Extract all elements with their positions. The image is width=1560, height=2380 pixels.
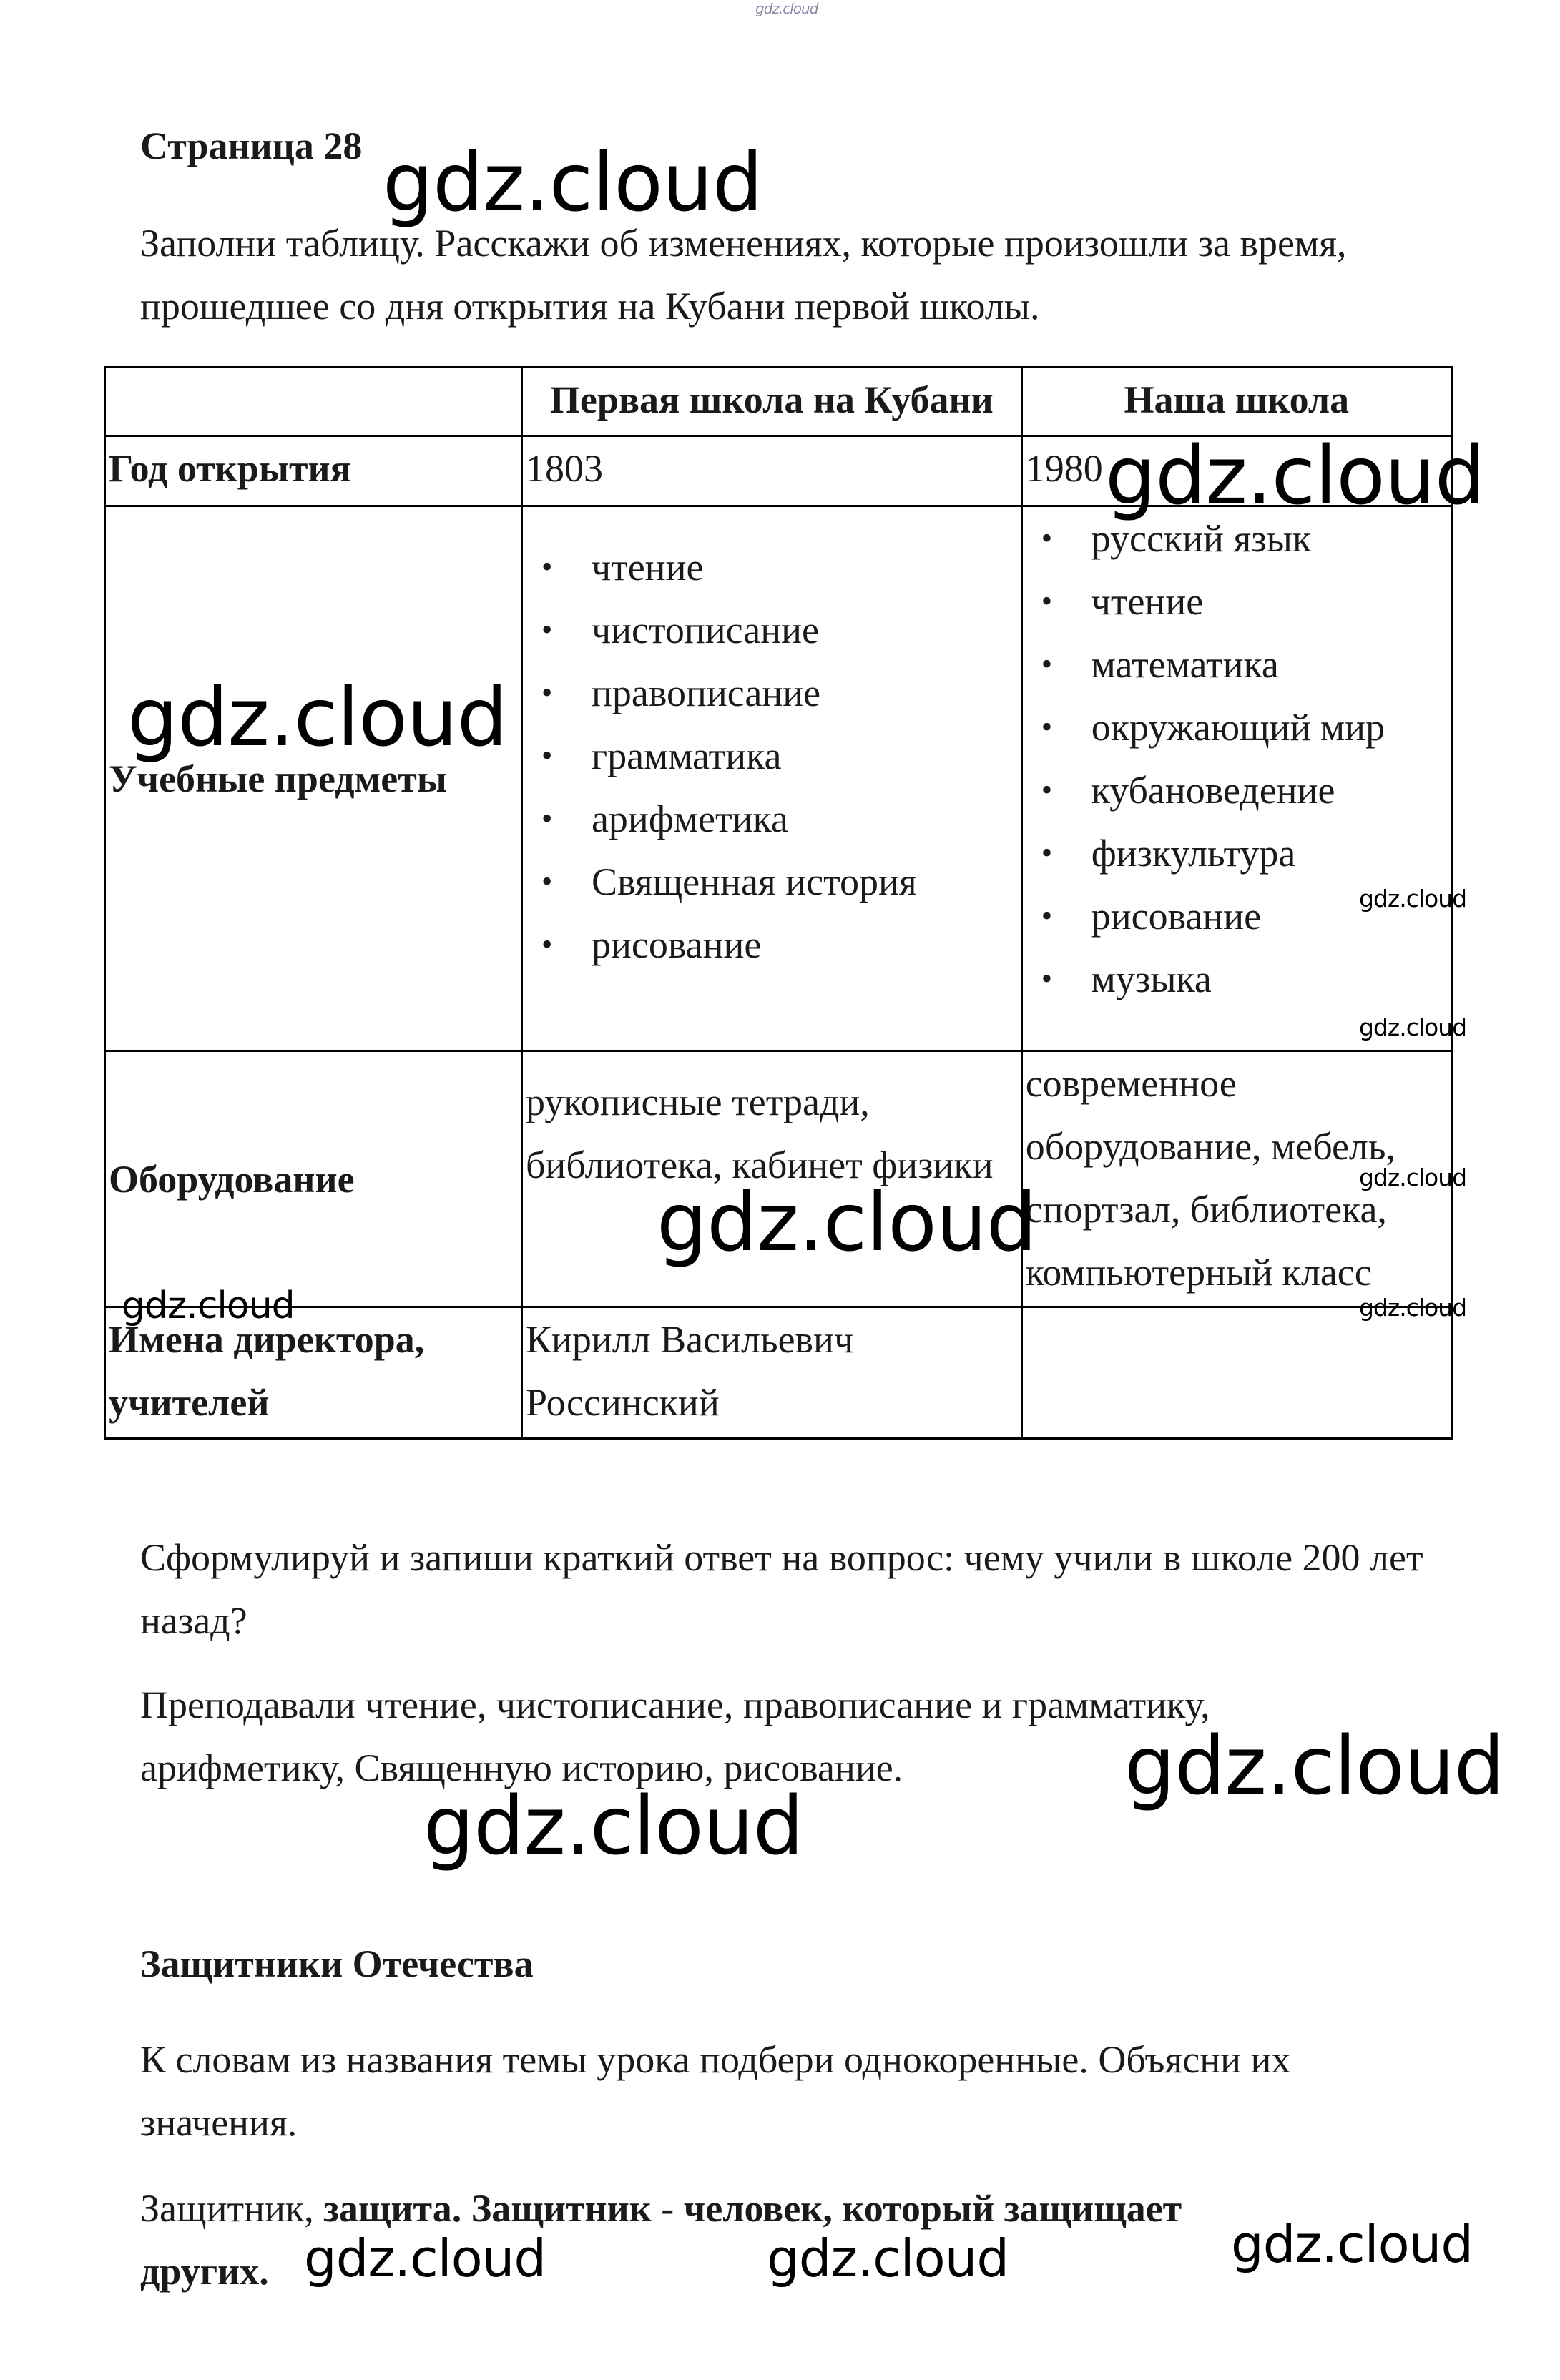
watermark: gdz.cloud	[767, 2228, 1009, 2288]
watermark: gdz.cloud	[383, 137, 762, 230]
watermark: gdz.cloud	[1359, 1164, 1467, 1191]
watermark: gdz.cloud	[1359, 1013, 1467, 1041]
watermark: gdz.cloud	[304, 2228, 546, 2288]
task-1-text: Заполни таблицу. Расскажи об изменениях, которые произошли за время, прошедшее со дня открытия на Кубани первой школы.	[140, 222, 1347, 328]
cell-names-ours	[1021, 1307, 1451, 1439]
list-item: • чтение	[526, 536, 1018, 599]
cell-subjects-ours	[1021, 506, 1451, 1051]
list-item: • рисование	[1026, 885, 1448, 948]
table-row-subjects	[105, 506, 1452, 1051]
list-item: • Священная история	[526, 850, 1018, 913]
row-label-names: Имена директора, учителей	[105, 1307, 522, 1439]
header-cell-our-school: Наша школа	[1021, 368, 1451, 436]
list-item: • чистописание	[526, 599, 1018, 662]
watermark: gdz.cloud	[1124, 1720, 1504, 1813]
watermark: gdz.cloud	[1359, 1294, 1467, 1322]
top-watermark: gdz.cloud	[755, 0, 818, 17]
cell-year-first: 1803	[521, 436, 1021, 506]
subjects-ours-list	[1026, 507, 1448, 1010]
row-label-equipment: Оборудование	[105, 1051, 522, 1307]
table-row-names	[105, 1307, 1452, 1439]
comparison-table	[104, 366, 1453, 1440]
watermark: gdz.cloud	[122, 1284, 295, 1327]
page-title: Страница 28	[140, 124, 363, 167]
list-item: • математика	[1026, 633, 1448, 696]
table-header-row	[105, 368, 1452, 436]
list-item: • рисование	[526, 913, 1018, 976]
question-prompt: Сформулируй и запиши краткий ответ на вопрос: чему учили в школе 200 лет назад?	[140, 1536, 1423, 1642]
watermark: gdz.cloud	[127, 672, 507, 764]
cell-year-ours: 1980	[1021, 436, 1451, 506]
answer-bold: защита. Защитник - человек, который защищает других.	[140, 2187, 1182, 2293]
header-cell-empty	[105, 368, 522, 436]
cell-subjects-first	[521, 506, 1021, 1051]
section-heading: Защитники Отечества	[140, 1942, 534, 1985]
subjects-first-list	[526, 536, 1018, 976]
list-item: • русский язык	[1026, 507, 1448, 570]
list-item: • окружающий мир	[1026, 696, 1448, 759]
cell-equipment-first: рукописные тетради, библиотека, кабинет физики	[521, 1051, 1021, 1307]
list-item: • музыка	[1026, 948, 1448, 1010]
answer-plain: Защитник,	[140, 2187, 324, 2230]
list-item: • правописание	[526, 662, 1018, 724]
header-cell-first-school: Первая школа на Кубани	[521, 368, 1021, 436]
list-item: • грамматика	[526, 724, 1018, 787]
cell-names-first: Кирилл Васильевич Россинский	[521, 1307, 1021, 1439]
watermark: gdz.cloud	[1231, 2214, 1473, 2274]
list-item: • арифметика	[526, 787, 1018, 850]
list-item: • кубановедение	[1026, 759, 1448, 822]
row-label-subjects: Учебные предметы	[105, 506, 522, 1051]
watermark: gdz.cloud	[657, 1176, 1036, 1269]
watermark: gdz.cloud	[423, 1780, 803, 1873]
cell-equipment-ours: современное оборудование, мебель, спортзал, библиотека, компьютерный класс	[1021, 1051, 1451, 1307]
list-item: • чтение	[1026, 570, 1448, 633]
list-item: • физкультура	[1026, 822, 1448, 885]
watermark: gdz.cloud	[1359, 885, 1467, 913]
section-task: К словам из названия темы урока подбери однокоренные. Объясни их значения.	[140, 2038, 1291, 2144]
row-label-year: Год открытия	[105, 436, 522, 506]
watermark: gdz.cloud	[1105, 430, 1485, 523]
question-answer: Преподавали чтение, чистописание, правописание и грамматику, арифметику, Священную историю, рисование.	[140, 1683, 1210, 1789]
